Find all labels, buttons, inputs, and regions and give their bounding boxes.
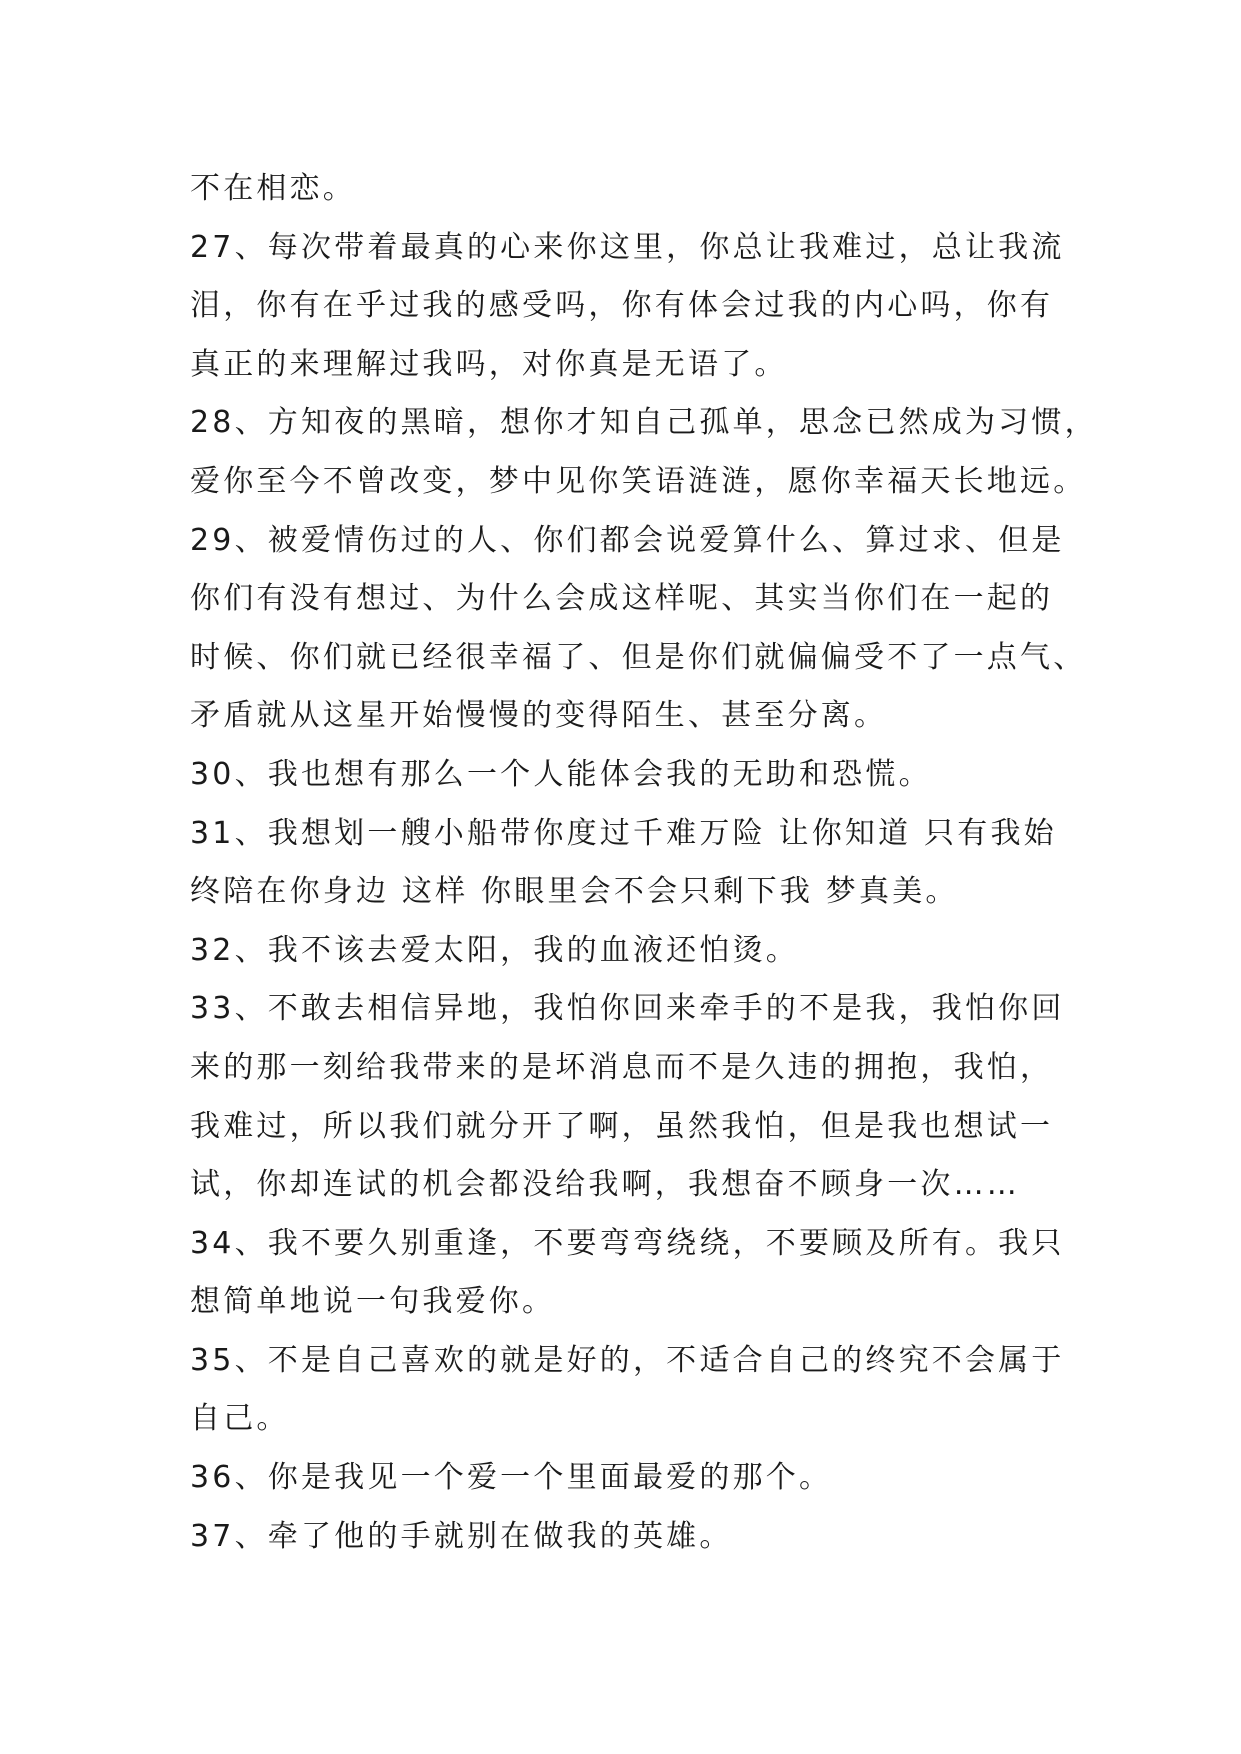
- text-line: 泪，你有在乎过我的感受吗，你有体会过我的内心吗，你有: [190, 288, 1054, 324]
- text-line: 时候、你们就已经很幸福了、但是你们就偏偏受不了一点气、: [190, 639, 1087, 675]
- text-line: 36、你是我见一个爱一个里面最爱的那个。: [190, 1460, 833, 1496]
- text-line: 试，你却连试的机会都没给我啊，我想奋不顾身一次……: [190, 1167, 1020, 1203]
- text-line: 爱你至今不曾改变，梦中见你笑语涟涟，愿你幸福天长地远。: [190, 463, 1087, 499]
- text-line: 想简单地说一句我爱你。: [190, 1284, 556, 1320]
- text-line: 27、每次带着最真的心来你这里，你总让我难过，总让我流: [190, 229, 1065, 265]
- text-line: 不在相恋。: [190, 171, 356, 206]
- text-line: 终陪在你身边 这样 你眼里会不会只剩下我 梦真美。: [190, 874, 959, 910]
- text-line: 29、被爱情伤过的人、你们都会说爱算什么、算过求、但是: [190, 522, 1065, 558]
- text-line: 真正的来理解过我吗，对你真是无语了。: [190, 346, 788, 382]
- text-line: 32、我不该去爱太阳，我的血液还怕烫。: [190, 932, 799, 968]
- text-line: 自己。: [190, 1401, 290, 1437]
- text-line: 来的那一刻给我带来的是坏消息而不是久违的拥抱，我怕，: [190, 1049, 1054, 1085]
- text-line: 28、方知夜的黑暗，想你才知自己孤单，思念已然成为习惯，: [190, 405, 1098, 441]
- text-line: 我难过，所以我们就分开了啊，虽然我怕，但是我也想试一: [190, 1108, 1054, 1144]
- text-line: 31、我想划一艘小船带你度过千难万险 让你知道 只有我始: [190, 815, 1057, 851]
- body-text: [190, 160, 1098, 1566]
- text-line: 37、牵了他的手就别在做我的英雄。: [190, 1518, 733, 1554]
- text-line: 34、我不要久别重逢，不要弯弯绕绕，不要顾及所有。我只: [190, 1225, 1065, 1261]
- text-line: 你们有没有想过、为什么会成这样呢、其实当你们在一起的: [190, 581, 1054, 617]
- text-line: 35、不是自己喜欢的就是好的，不适合自己的终究不会属于: [190, 1342, 1065, 1378]
- text-line: 30、我也想有那么一个人能体会我的无助和恐慌。: [190, 756, 932, 792]
- text-line: 矛盾就从这星开始慢慢的变得陌生、甚至分离。: [190, 698, 888, 734]
- text-line: 33、不敢去相信异地，我怕你回来牵手的不是我，我怕你回: [190, 991, 1065, 1027]
